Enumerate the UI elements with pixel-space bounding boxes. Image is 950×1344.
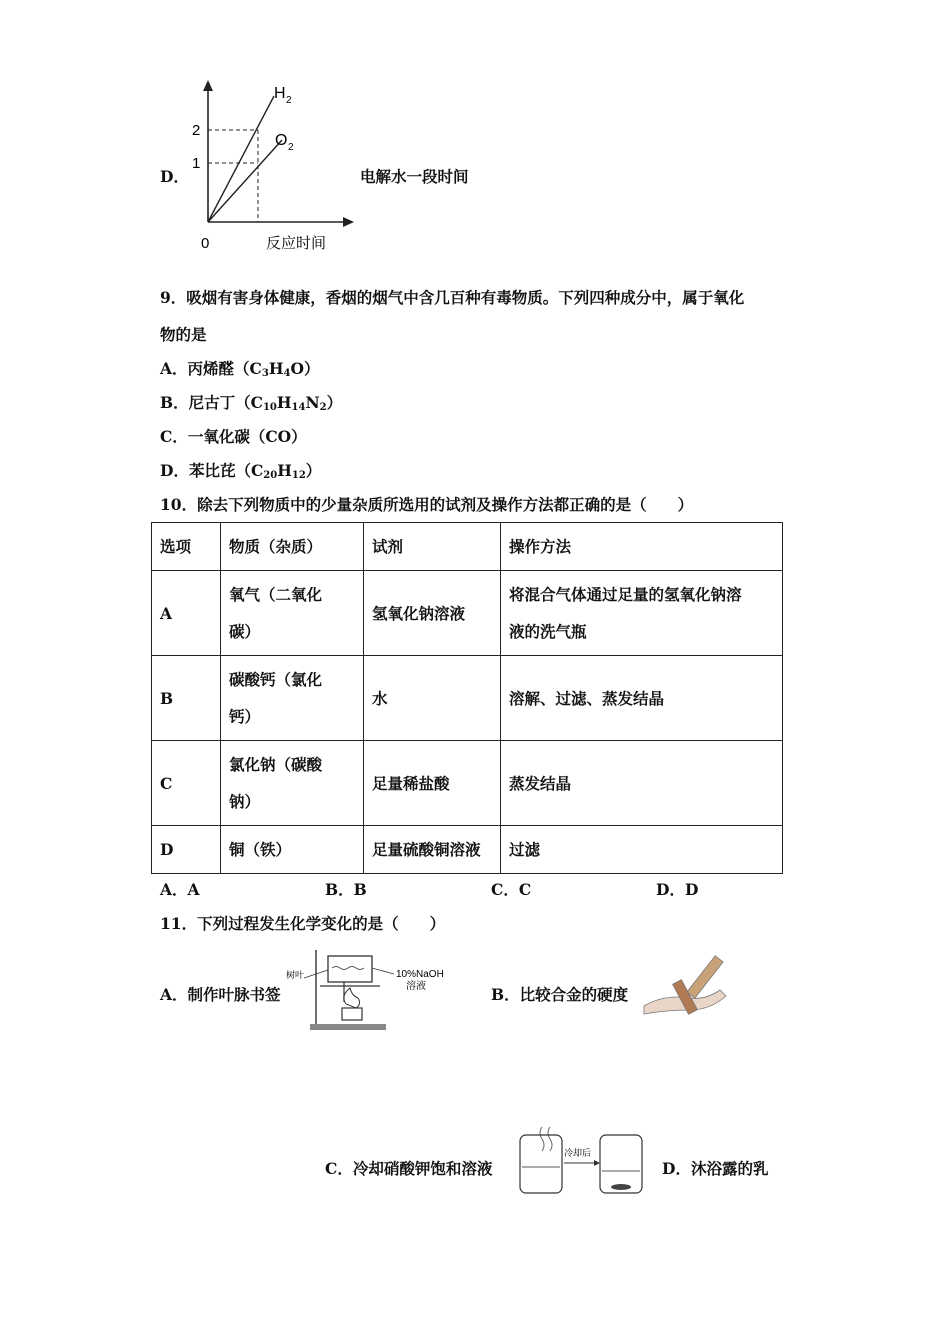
row-option: C bbox=[152, 741, 221, 826]
beaker-hot bbox=[520, 1135, 562, 1193]
q11-option-c: C．冷却硝酸钾饱和溶液 bbox=[325, 1159, 493, 1178]
header-option: 选项 bbox=[152, 523, 221, 571]
flame bbox=[344, 988, 360, 1008]
label-naoh: 10%NaOH bbox=[396, 969, 444, 980]
y-tick-1: 1 bbox=[192, 155, 201, 172]
row-substance: 碳酸钙（氯化 钙） bbox=[221, 656, 364, 741]
q11-stem: 11．下列过程发生化学变化的是（ ） bbox=[160, 914, 446, 933]
stand-base bbox=[310, 1024, 386, 1030]
leaf-vein-apparatus-figure bbox=[284, 942, 454, 1034]
row-method: 过滤 bbox=[501, 826, 783, 874]
q9-stem-line2: 物的是 bbox=[160, 325, 207, 344]
row-method: 将混合气体通过足量的氢氧化钠溶 液的洗气瓶 bbox=[501, 571, 783, 656]
q11-option-a: A．制作叶脉书签 bbox=[160, 985, 281, 1004]
q8-option-d-caption: 电解水一段时间 bbox=[360, 167, 469, 186]
table-header-row bbox=[152, 523, 783, 571]
alloy-hardness-figure bbox=[640, 950, 740, 1025]
q10-answer-a: A．A bbox=[160, 880, 200, 899]
row-option: A bbox=[152, 571, 221, 656]
label-leaf: 树叶 bbox=[286, 970, 305, 980]
origin-label: 0 bbox=[201, 235, 210, 252]
y-tick-2: 2 bbox=[192, 122, 201, 139]
row-substance: 氯化钠（碳酸 钠） bbox=[221, 741, 364, 826]
q11-option-d: D．沐浴露的乳 bbox=[662, 1159, 769, 1178]
table-row bbox=[152, 826, 783, 874]
beaker bbox=[328, 956, 372, 982]
q10-answer-b: B．B bbox=[325, 880, 367, 899]
q11-option-b: B．比较合金的硬度 bbox=[491, 985, 629, 1004]
alcohol-lamp bbox=[342, 1008, 362, 1020]
row-reagent: 足量硫酸铜溶液 bbox=[364, 826, 501, 874]
row-reagent: 足量稀盐酸 bbox=[364, 741, 501, 826]
label-after-cooling: 冷却后 bbox=[564, 1148, 592, 1158]
q10-answer-d: D．D bbox=[656, 880, 699, 899]
q8-option-d-label: D． bbox=[160, 167, 189, 186]
row-substance: 氧气（二氧化 碳） bbox=[221, 571, 364, 656]
row-reagent: 氢氧化钠溶液 bbox=[364, 571, 501, 656]
q9-option-b: B．尼古丁$(C_{10}H_{14}N_2)$ bbox=[160, 393, 343, 413]
q10-table bbox=[151, 522, 783, 874]
table-row bbox=[152, 741, 783, 826]
h2-label-sub: 2 bbox=[286, 95, 292, 106]
h2-label: H bbox=[274, 85, 286, 102]
q9-stem-line1: 9．吸烟有害身体健康，香烟的烟气中含几百种有毒物质。下列四种成分中，属于氧化 bbox=[160, 288, 745, 307]
row-reagent: 水 bbox=[364, 656, 501, 741]
table-row bbox=[152, 571, 783, 656]
row-method: 蒸发结晶 bbox=[501, 741, 783, 826]
row-option: B bbox=[152, 656, 221, 741]
x-axis-label: 反应时间 bbox=[266, 235, 327, 252]
crystals bbox=[611, 1184, 631, 1190]
header-substance: 物质（杂质） bbox=[221, 523, 364, 571]
q10-stem: 10．除去下列物质中的少量杂质所选用的试剂及操作方法都正确的是（ ） bbox=[160, 495, 694, 514]
o2-label-sub: 2 bbox=[288, 142, 294, 153]
q9-option-a: A．丙烯醛$(C_3H_4O)$ bbox=[160, 359, 320, 379]
header-reagent: 试剂 bbox=[364, 523, 501, 571]
o2-label: O bbox=[275, 132, 288, 149]
y-axis-arrow bbox=[203, 80, 213, 91]
x-axis-arrow bbox=[343, 217, 354, 227]
electrolysis-graph bbox=[186, 78, 358, 258]
cooling-solution-figure bbox=[512, 1125, 647, 1197]
row-option: D bbox=[152, 826, 221, 874]
q10-answer-c: C．C bbox=[491, 880, 532, 899]
header-method: 操作方法 bbox=[501, 523, 783, 571]
label-solution: 溶液 bbox=[406, 981, 426, 992]
row-substance: 铜（铁） bbox=[221, 826, 364, 874]
q9-option-d: D．苯比芘$(C_{20}H_{12})$ bbox=[160, 461, 322, 481]
row-method: 溶解、过滤、蒸发结晶 bbox=[501, 656, 783, 741]
q9-option-c: C．一氧化碳（CO） bbox=[160, 427, 307, 446]
table-row bbox=[152, 656, 783, 741]
